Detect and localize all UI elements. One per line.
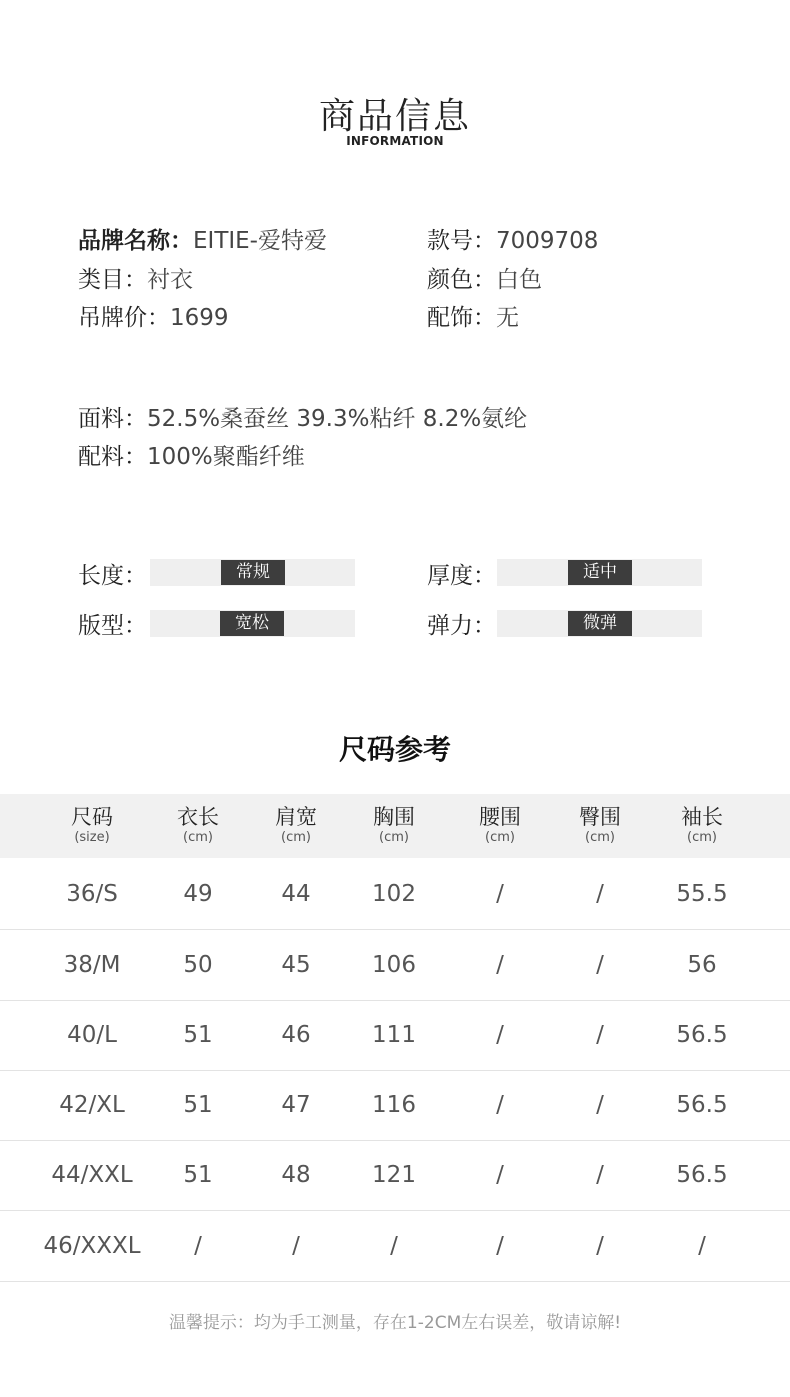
info-label: 配饰： <box>427 305 496 331</box>
table-row <box>0 859 790 930</box>
table-cell: 49 <box>183 881 213 907</box>
col-header-chest <box>373 804 415 846</box>
col-header-waist <box>479 804 521 846</box>
table-row <box>0 1211 790 1282</box>
size-table-header <box>0 794 790 858</box>
attr-elasticity-label: 弹力： <box>427 613 496 639</box>
info-label: 吊牌价： <box>78 305 170 331</box>
attr-fit-label: 版型： <box>78 613 147 639</box>
col-name: 臀围 <box>579 805 621 829</box>
section-title: 商品信息 <box>318 96 471 137</box>
col-unit: (cm) <box>183 830 213 845</box>
attr-length-badge: 常规 <box>221 560 285 585</box>
table-cell: 46 <box>281 1022 311 1048</box>
table-cell: / <box>596 881 604 907</box>
info-tag-price <box>78 299 229 332</box>
col-name: 胸围 <box>373 805 415 829</box>
table-cell: 51 <box>183 1022 213 1048</box>
info-label: 品牌名称： <box>78 228 193 254</box>
col-header-shoulder <box>275 804 317 846</box>
info-value: 7009708 <box>496 228 599 254</box>
table-cell: 50 <box>183 952 213 978</box>
table-cell: / <box>496 1233 504 1259</box>
attr-length-label: 长度： <box>78 563 147 589</box>
table-cell: / <box>496 1022 504 1048</box>
info-value: 衬衣 <box>147 267 193 293</box>
table-cell: / <box>194 1233 202 1259</box>
col-unit: (cm) <box>281 830 311 845</box>
table-cell: 46/XXXL <box>43 1233 141 1259</box>
info-value: 1699 <box>170 305 229 331</box>
info-value: EITIE-爱特爱 <box>193 228 327 254</box>
table-cell: 55.5 <box>676 881 728 907</box>
info-style-no <box>427 222 598 255</box>
col-name: 袖长 <box>681 805 723 829</box>
measurement-note: 温馨提示：均为手工测量，存在1-2CM左右误差，敬请谅解! <box>168 1313 622 1333</box>
col-header-length <box>177 804 219 846</box>
table-cell: 36/S <box>66 881 118 907</box>
attr-thickness-scale <box>497 559 702 586</box>
attr-fit-scale <box>150 610 355 637</box>
attr-thickness-label: 厚度： <box>427 563 496 589</box>
info-color <box>427 261 542 294</box>
table-cell: 111 <box>372 1022 416 1048</box>
table-cell: 42/XL <box>59 1092 125 1118</box>
table-cell: 40/L <box>67 1022 117 1048</box>
table-cell: / <box>496 1092 504 1118</box>
info-label: 配料： <box>78 444 147 470</box>
table-cell: / <box>698 1233 706 1259</box>
table-cell: / <box>596 952 604 978</box>
col-unit: (cm) <box>379 830 409 845</box>
info-value: 52.5%桑蚕丝 39.3%粘纤 8.2%氨纶 <box>147 406 528 432</box>
attr-fit-badge: 宽松 <box>220 611 284 636</box>
attr-elasticity-badge: 微弹 <box>568 611 632 636</box>
size-table-title: 尺码参考 <box>338 733 451 766</box>
table-cell: / <box>596 1162 604 1188</box>
col-unit: (size) <box>74 830 110 845</box>
table-row <box>0 1070 790 1141</box>
table-cell: 56 <box>687 952 717 978</box>
col-header-hip <box>579 804 621 846</box>
table-cell: / <box>596 1233 604 1259</box>
table-cell: 44 <box>281 881 311 907</box>
table-cell: / <box>496 952 504 978</box>
attr-thickness-badge: 适中 <box>568 560 632 585</box>
table-cell: 51 <box>183 1092 213 1118</box>
info-value: 白色 <box>496 267 542 293</box>
table-cell: / <box>390 1233 398 1259</box>
info-label: 款号： <box>427 228 496 254</box>
table-cell: / <box>496 1162 504 1188</box>
col-unit: (cm) <box>585 830 615 845</box>
info-fabric <box>78 400 527 433</box>
table-cell: / <box>596 1022 604 1048</box>
table-cell: 116 <box>372 1092 416 1118</box>
attr-elasticity-scale <box>497 610 702 637</box>
table-row <box>0 1140 790 1211</box>
col-name: 衣长 <box>177 805 219 829</box>
info-label: 类目： <box>78 267 147 293</box>
table-cell: 48 <box>281 1162 311 1188</box>
col-header-sleeve <box>681 804 723 846</box>
info-label: 面料： <box>78 406 147 432</box>
table-cell: 102 <box>372 881 416 907</box>
info-accessory <box>427 299 519 332</box>
table-row <box>0 1000 790 1071</box>
table-cell: 56.5 <box>676 1092 728 1118</box>
table-cell: / <box>496 881 504 907</box>
info-value: 100%聚酯纤维 <box>147 444 305 470</box>
table-cell: 56.5 <box>676 1162 728 1188</box>
info-brand <box>78 222 327 255</box>
table-cell: / <box>596 1092 604 1118</box>
table-cell: 121 <box>372 1162 416 1188</box>
table-cell: 38/M <box>63 952 121 978</box>
info-label: 颜色： <box>427 267 496 293</box>
attr-length-scale <box>150 559 355 586</box>
col-name: 尺码 <box>71 805 113 829</box>
info-lining <box>78 438 305 471</box>
table-cell: 45 <box>281 952 311 978</box>
col-unit: (cm) <box>687 830 717 845</box>
info-value: 无 <box>496 305 519 331</box>
table-cell: 56.5 <box>676 1022 728 1048</box>
table-cell: 47 <box>281 1092 311 1118</box>
info-category <box>78 261 193 294</box>
col-name: 腰围 <box>479 805 521 829</box>
table-cell: 106 <box>372 952 416 978</box>
table-row <box>0 930 790 1001</box>
table-cell: 51 <box>183 1162 213 1188</box>
col-unit: (cm) <box>485 830 515 845</box>
col-name: 肩宽 <box>275 805 317 829</box>
section-subtitle: INFORMATION <box>346 134 444 148</box>
table-cell: 44/XXL <box>51 1162 133 1188</box>
table-cell: / <box>292 1233 300 1259</box>
col-header-size <box>71 804 113 846</box>
